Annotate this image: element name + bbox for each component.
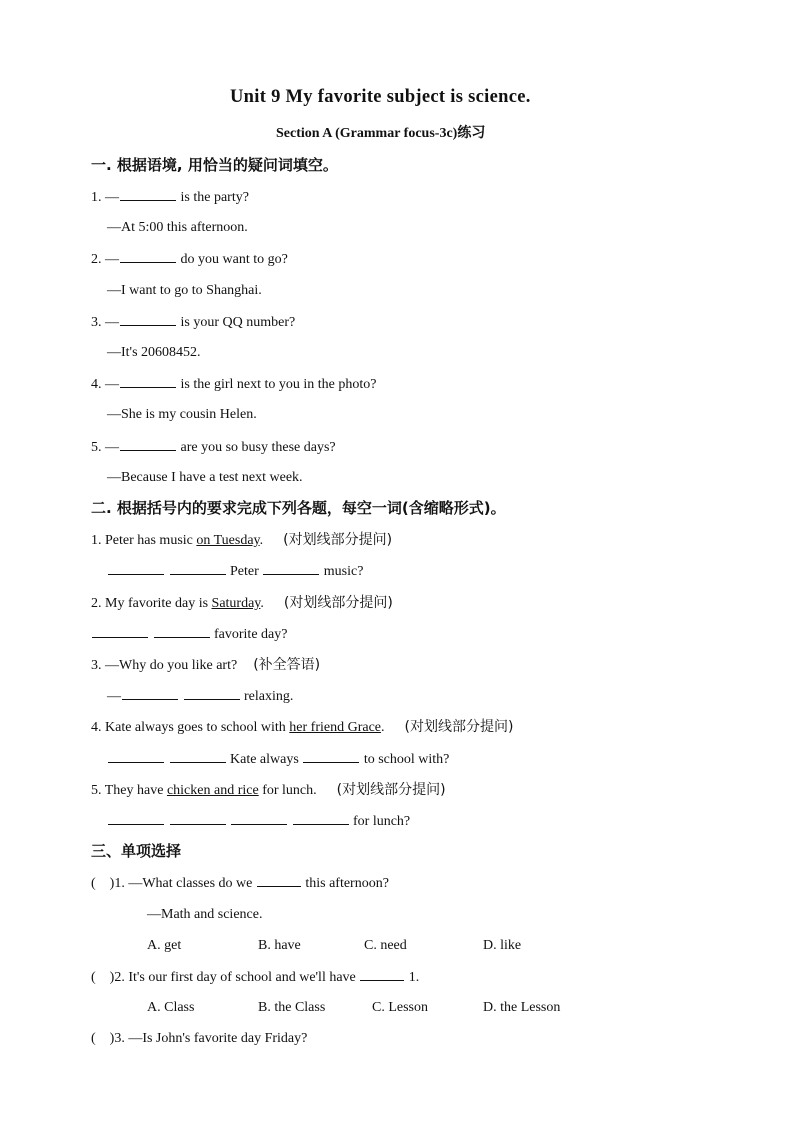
s3-q1-option-a[interactable]: A. get <box>147 938 182 953</box>
s3-question-3: ( )3. —Is John's favorite day Friday? <box>91 1031 308 1046</box>
s3-q2-option-d[interactable]: D. the Lesson <box>483 1000 561 1015</box>
s2-question-3: 3. —Why do you like art? (补全答语) <box>91 657 321 673</box>
s3-question-1: ( )1. —What classes do we this afternoon? <box>91 876 389 891</box>
answer-blank[interactable] <box>360 968 404 981</box>
s3-q2-option-a[interactable]: A. Class <box>147 1000 195 1015</box>
answer-blank[interactable] <box>120 375 176 388</box>
section-2-heading: 二. 根据括号内的要求完成下列各题，每空一词(含缩略形式)。 <box>91 499 506 517</box>
answer-blank[interactable] <box>92 625 148 638</box>
answer-blank[interactable] <box>184 687 240 700</box>
s1-answer-2: —I want to go to Shanghai. <box>107 283 262 298</box>
s3-question-2: ( )2. It's our first day of school and we'll have 1. <box>91 970 420 985</box>
s2-answer-2: favorite day? <box>91 625 287 644</box>
s2-answer-3: — relaxing. <box>107 689 294 704</box>
s2-answer-5: for lunch? <box>107 812 410 831</box>
s3-q1-option-b[interactable]: B. have <box>258 938 301 953</box>
answer-blank[interactable] <box>170 812 226 825</box>
answer-blank[interactable] <box>120 313 176 326</box>
s3-q1-option-d[interactable]: D. like <box>483 938 522 953</box>
s2-answer-1: Peter music? <box>107 562 363 581</box>
s1-answer-5: —Because I have a test next week. <box>107 470 303 485</box>
s3-q2-option-b[interactable]: B. the Class <box>258 1000 326 1015</box>
s3-q1-option-c[interactable]: C. need <box>364 938 407 953</box>
s1-question-1: 1. — is the party? <box>91 190 249 205</box>
answer-blank[interactable] <box>231 812 287 825</box>
answer-blank[interactable] <box>303 750 359 763</box>
s1-question-5: 5. — are you so busy these days? <box>91 440 336 455</box>
section-3-heading: 三、单项选择 <box>91 842 182 860</box>
answer-blank[interactable] <box>108 750 164 763</box>
answer-blank[interactable] <box>120 250 176 263</box>
page-subtitle: Section A (Grammar focus-3c)练习 <box>276 126 486 141</box>
answer-blank[interactable] <box>120 188 176 201</box>
page-title: Unit 9 My favorite subject is science. <box>230 87 531 107</box>
section-1-heading: 一. 根据语境, 用恰当的疑问词填空。 <box>91 156 338 174</box>
s1-answer-1: —At 5:00 this afternoon. <box>107 220 248 235</box>
s1-question-3: 3. — is your QQ number? <box>91 315 296 330</box>
answer-blank[interactable] <box>108 562 164 575</box>
s1-question-2: 2. — do you want to go? <box>91 252 288 267</box>
s2-question-4: 4. Kate always goes to school with her friend Grace. (对划线部分提问) <box>91 719 514 735</box>
answer-blank[interactable] <box>257 874 301 887</box>
s3-q1-reply: —Math and science. <box>147 907 263 922</box>
answer-blank[interactable] <box>108 812 164 825</box>
answer-blank[interactable] <box>122 687 178 700</box>
answer-blank[interactable] <box>154 625 210 638</box>
answer-blank[interactable] <box>263 562 319 575</box>
s2-question-1: 1. Peter has music on Tuesday. (对划线部分提问) <box>91 532 393 548</box>
s1-answer-4: —She is my cousin Helen. <box>107 407 257 422</box>
s2-question-5: 5. They have chicken and rice for lunch. (对划线部分提问) <box>91 782 446 798</box>
s1-question-4: 4. — is the girl next to you in the photo? <box>91 377 377 392</box>
s2-answer-4: Kate always to school with? <box>107 750 449 769</box>
answer-blank[interactable] <box>293 812 349 825</box>
answer-blank[interactable] <box>170 562 226 575</box>
s3-q2-option-c[interactable]: C. Lesson <box>372 1000 428 1015</box>
s1-answer-3: —It's 20608452. <box>107 345 201 360</box>
answer-blank[interactable] <box>170 750 226 763</box>
answer-blank[interactable] <box>120 438 176 451</box>
s2-question-2: 2. My favorite day is Saturday. (对划线部分提问) <box>91 595 393 611</box>
